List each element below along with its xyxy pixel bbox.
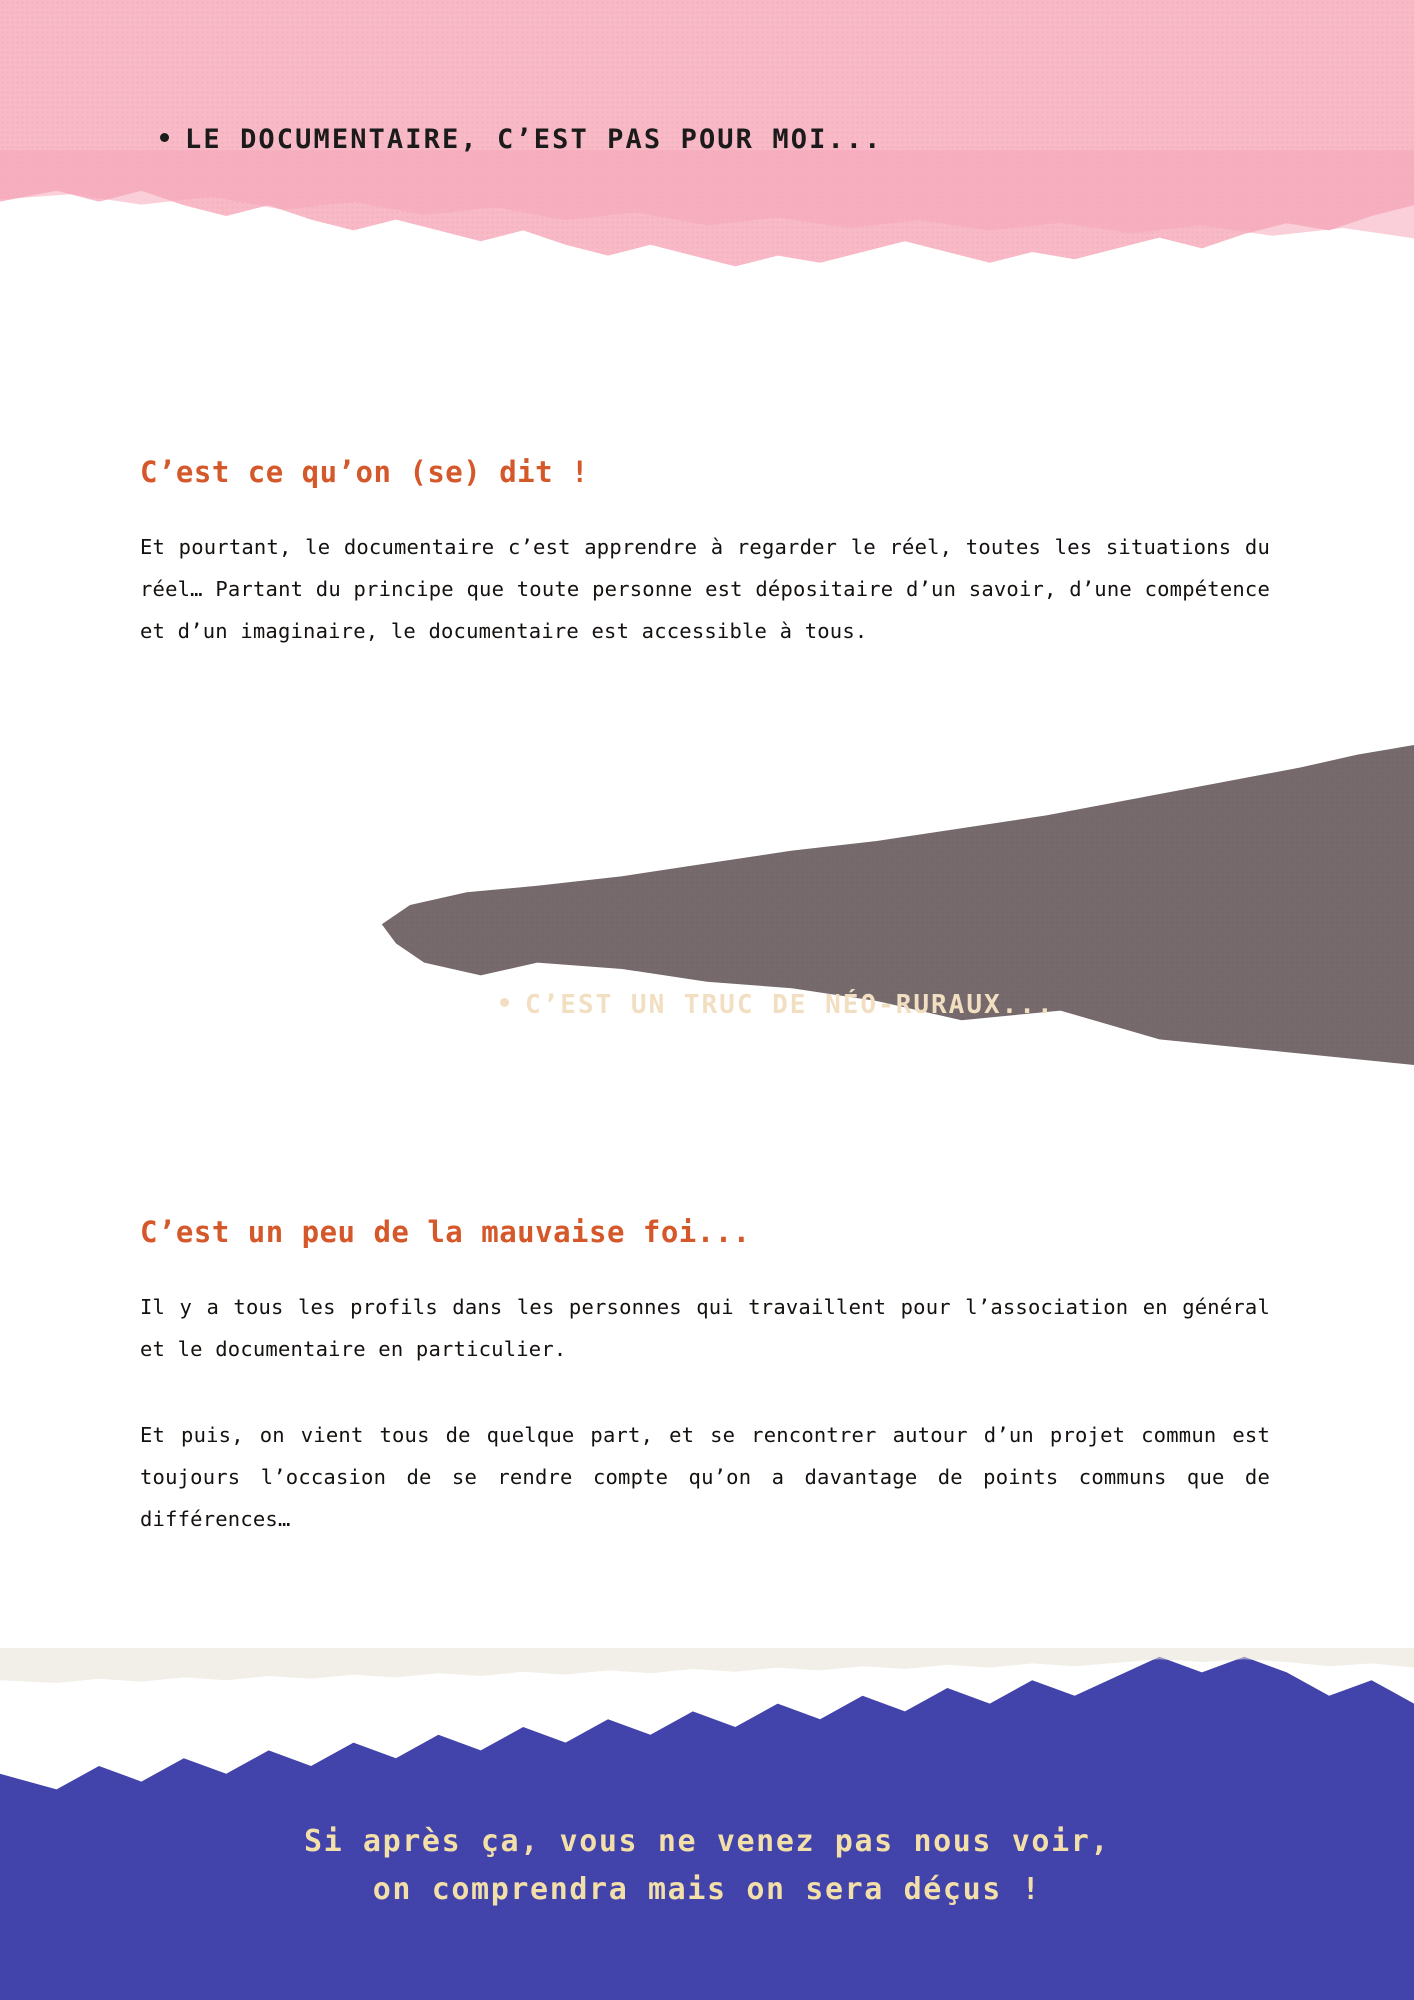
section-block-2: [140, 1215, 1270, 1561]
pink-torn-edge-fuzz: [0, 150, 1414, 280]
section-1-title: C’est ce qu’on (se) dit !: [140, 455, 589, 489]
section-block-1: [140, 455, 1270, 673]
pink-band-heading: [160, 124, 883, 155]
pink-band-heading-text: LE DOCUMENTAIRE, C’EST PAS POUR MOI...: [185, 124, 883, 155]
blue-torn-paper-band: [0, 1610, 1414, 2000]
section-1-paragraph-1: Et pourtant, le documentaire c’est apprendre à regarder le réel, toutes les situations du réel… Partant du principe que toute personne est dépositaire d’un savoir, d’une compétence et d’un imaginaire, le documentaire est accessible à tous.: [140, 535, 1270, 643]
pink-torn-paper-band: [0, 0, 1414, 360]
grey-band-heading: [500, 990, 1055, 1020]
closing-statement: [0, 1818, 1414, 1914]
section-2-paragraph-2: Et puis, on vient tous de quelque part, et se rencontrer autour d’un projet commun est toujours l’occasion de se rendre compte qu’on a davantage de points communs que de différences…: [140, 1423, 1270, 1531]
bullet-point-icon: [160, 133, 169, 142]
bullet-point-icon: [500, 998, 509, 1007]
grey-band-heading-text: C’EST UN TRUC DE NÉO-RURAUX...: [525, 990, 1055, 1020]
closing-statement-line-2: on comprendra mais on sera déçus !: [372, 1872, 1042, 1907]
section-2-title: C’est un peu de la mauvaise foi...: [140, 1215, 751, 1249]
section-2-paragraph-1: Il y a tous les profils dans les personnes qui travaillent pour l’association en général et le documentaire en particulier.: [140, 1295, 1270, 1361]
closing-statement-line-1: Si après ça, vous ne venez pas nous voir,: [303, 1824, 1111, 1859]
